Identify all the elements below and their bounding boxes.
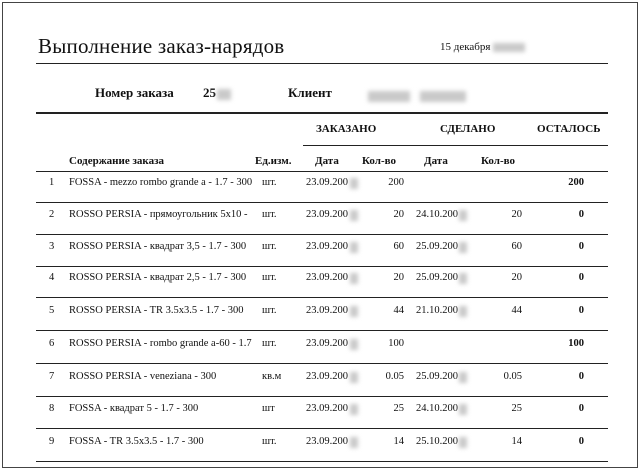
row-rule [36,297,608,298]
redacted-year-digit [459,437,467,448]
group-left-header: ОСТАЛОСЬ [537,123,601,135]
row-unit: шт. [262,305,277,316]
row-remaining: 100 [568,338,584,349]
row-ordered-date: 23.09.200 [306,209,348,220]
row-ordered-date: 23.09.200 [306,371,348,382]
row-remaining: 200 [568,177,584,188]
col-done-date-header: Дата [424,155,448,167]
page-frame [2,2,638,468]
row-remaining: 0 [578,403,584,414]
redacted-year-digit [459,306,467,317]
col-done-qty-header: Кол-во [481,155,515,167]
row-done-qty: 60 [511,241,522,252]
row-done-date: 21.10.200 [416,305,458,316]
row-ordered-date: 23.09.200 [306,272,348,283]
row-remaining: 0 [578,305,584,316]
row-number: 9 [49,436,55,447]
row-ordered-qty: 20 [393,272,404,283]
redacted-year-digit [459,273,467,284]
row-rule [36,428,608,429]
row-content: ROSSO PERSIA - rombo grande a-60 - 1.7 [69,338,252,349]
row-unit: шт. [262,241,277,252]
header-bottom-rule [36,171,608,172]
row-remaining: 0 [578,436,584,447]
row-number: 6 [49,338,55,349]
row-ordered-date: 23.09.200 [306,241,348,252]
row-rule [36,461,608,462]
row-unit: шт. [262,177,277,188]
redacted-year-digit [459,404,467,415]
row-ordered-date: 23.09.200 [306,403,348,414]
row-done-date: 25.09.200 [416,272,458,283]
order-number-label: Номер заказа [95,85,174,100]
row-done-date: 25.10.200 [416,436,458,447]
row-content: ROSSO PERSIA - прямоугольник 5х10 - [69,209,248,220]
row-done-qty: 25 [511,403,522,414]
group-subrule [303,145,608,146]
row-unit: шт [262,403,275,414]
redacted-year-digit [350,372,358,383]
report-date: 15 декабря [440,41,525,53]
row-ordered-qty: 44 [393,305,404,316]
redacted-year-digit [350,210,358,221]
row-content: ROSSO PERSIA - veneziana - 300 [69,371,217,382]
row-content: ROSSO PERSIA - квадрат 2,5 - 1.7 - 300 [69,272,247,283]
row-ordered-qty: 25 [393,403,404,414]
row-rule [36,363,608,364]
row-content: FOSSA - mezzo rombo grande a - 1.7 - 300 [69,177,253,188]
header-top-rule [36,112,608,114]
redacted-year-digit [350,404,358,415]
row-done-qty: 20 [511,272,522,283]
row-rule [36,396,608,397]
group-done-header: СДЕЛАНО [440,123,496,135]
col-ordered-qty-header: Кол-во [362,155,396,167]
row-ordered-qty: 20 [393,209,404,220]
row-content: ROSSO PERSIA - квадрат 3,5 - 1.7 - 300 [69,241,247,252]
row-ordered-qty: 0.05 [385,371,404,382]
row-number: 5 [49,305,55,316]
row-rule [36,234,608,235]
redacted-year-digit [350,306,358,317]
row-remaining: 0 [578,272,584,283]
row-number: 2 [49,209,55,220]
row-content: ROSSO PERSIA - TR 3.5x3.5 - 1.7 - 300 [69,305,244,316]
redacted-year-digit [350,437,358,448]
redacted-year-digit [459,242,467,253]
row-done-date: 24.10.200 [416,209,458,220]
page-title: Выполнение заказ-нарядов [38,34,285,58]
client-name-redacted [368,87,466,105]
redacted-year-digit [350,273,358,284]
row-ordered-date: 23.09.200 [306,338,348,349]
row-rule [36,330,608,331]
group-ordered-header: ЗАКАЗАНО [316,123,377,135]
order-number-value: 25 [203,85,231,101]
redacted-year-digit [459,210,467,221]
row-ordered-qty: 200 [388,177,404,188]
row-done-date: 24.10.200 [416,403,458,414]
title-rule [36,63,608,64]
row-ordered-date: 23.09.200 [306,305,348,316]
row-number: 4 [49,272,55,283]
row-ordered-qty: 14 [393,436,404,447]
row-rule [36,202,608,203]
row-unit: кв.м [262,371,282,382]
col-ordered-date-header: Дата [315,155,339,167]
col-content-header: Содержание заказа [69,155,164,167]
redacted-year-digit [459,372,467,383]
row-ordered-qty: 100 [388,338,404,349]
redacted-year-digit [350,242,358,253]
row-done-qty: 0.05 [503,371,522,382]
client-label: Клиент [288,85,332,100]
row-done-qty: 20 [511,209,522,220]
row-unit: шт. [262,436,277,447]
row-content: FOSSA - TR 3.5x3.5 - 1.7 - 300 [69,436,204,447]
row-unit: шт. [262,272,277,283]
row-remaining: 0 [578,241,584,252]
redacted-year-digit [350,339,358,350]
row-number: 8 [49,403,55,414]
redacted-order-digits [217,89,231,100]
row-number: 7 [49,371,55,382]
row-ordered-date: 23.09.200 [306,177,348,188]
row-done-date: 25.09.200 [416,241,458,252]
row-remaining: 0 [578,371,584,382]
row-done-date: 25.09.200 [416,371,458,382]
redacted-year [493,43,525,52]
row-remaining: 0 [578,209,584,220]
row-done-qty: 14 [511,436,522,447]
row-ordered-qty: 60 [393,241,404,252]
row-number: 1 [49,177,55,188]
redacted-year-digit [350,178,358,189]
col-unit-header: Ед.изм. [255,155,292,167]
row-content: FOSSA - квадрат 5 - 1.7 - 300 [69,403,199,414]
row-rule [36,266,608,267]
row-unit: шт. [262,338,277,349]
row-unit: шт. [262,209,277,220]
row-done-qty: 44 [511,305,522,316]
row-ordered-date: 23.09.200 [306,436,348,447]
row-number: 3 [49,241,55,252]
